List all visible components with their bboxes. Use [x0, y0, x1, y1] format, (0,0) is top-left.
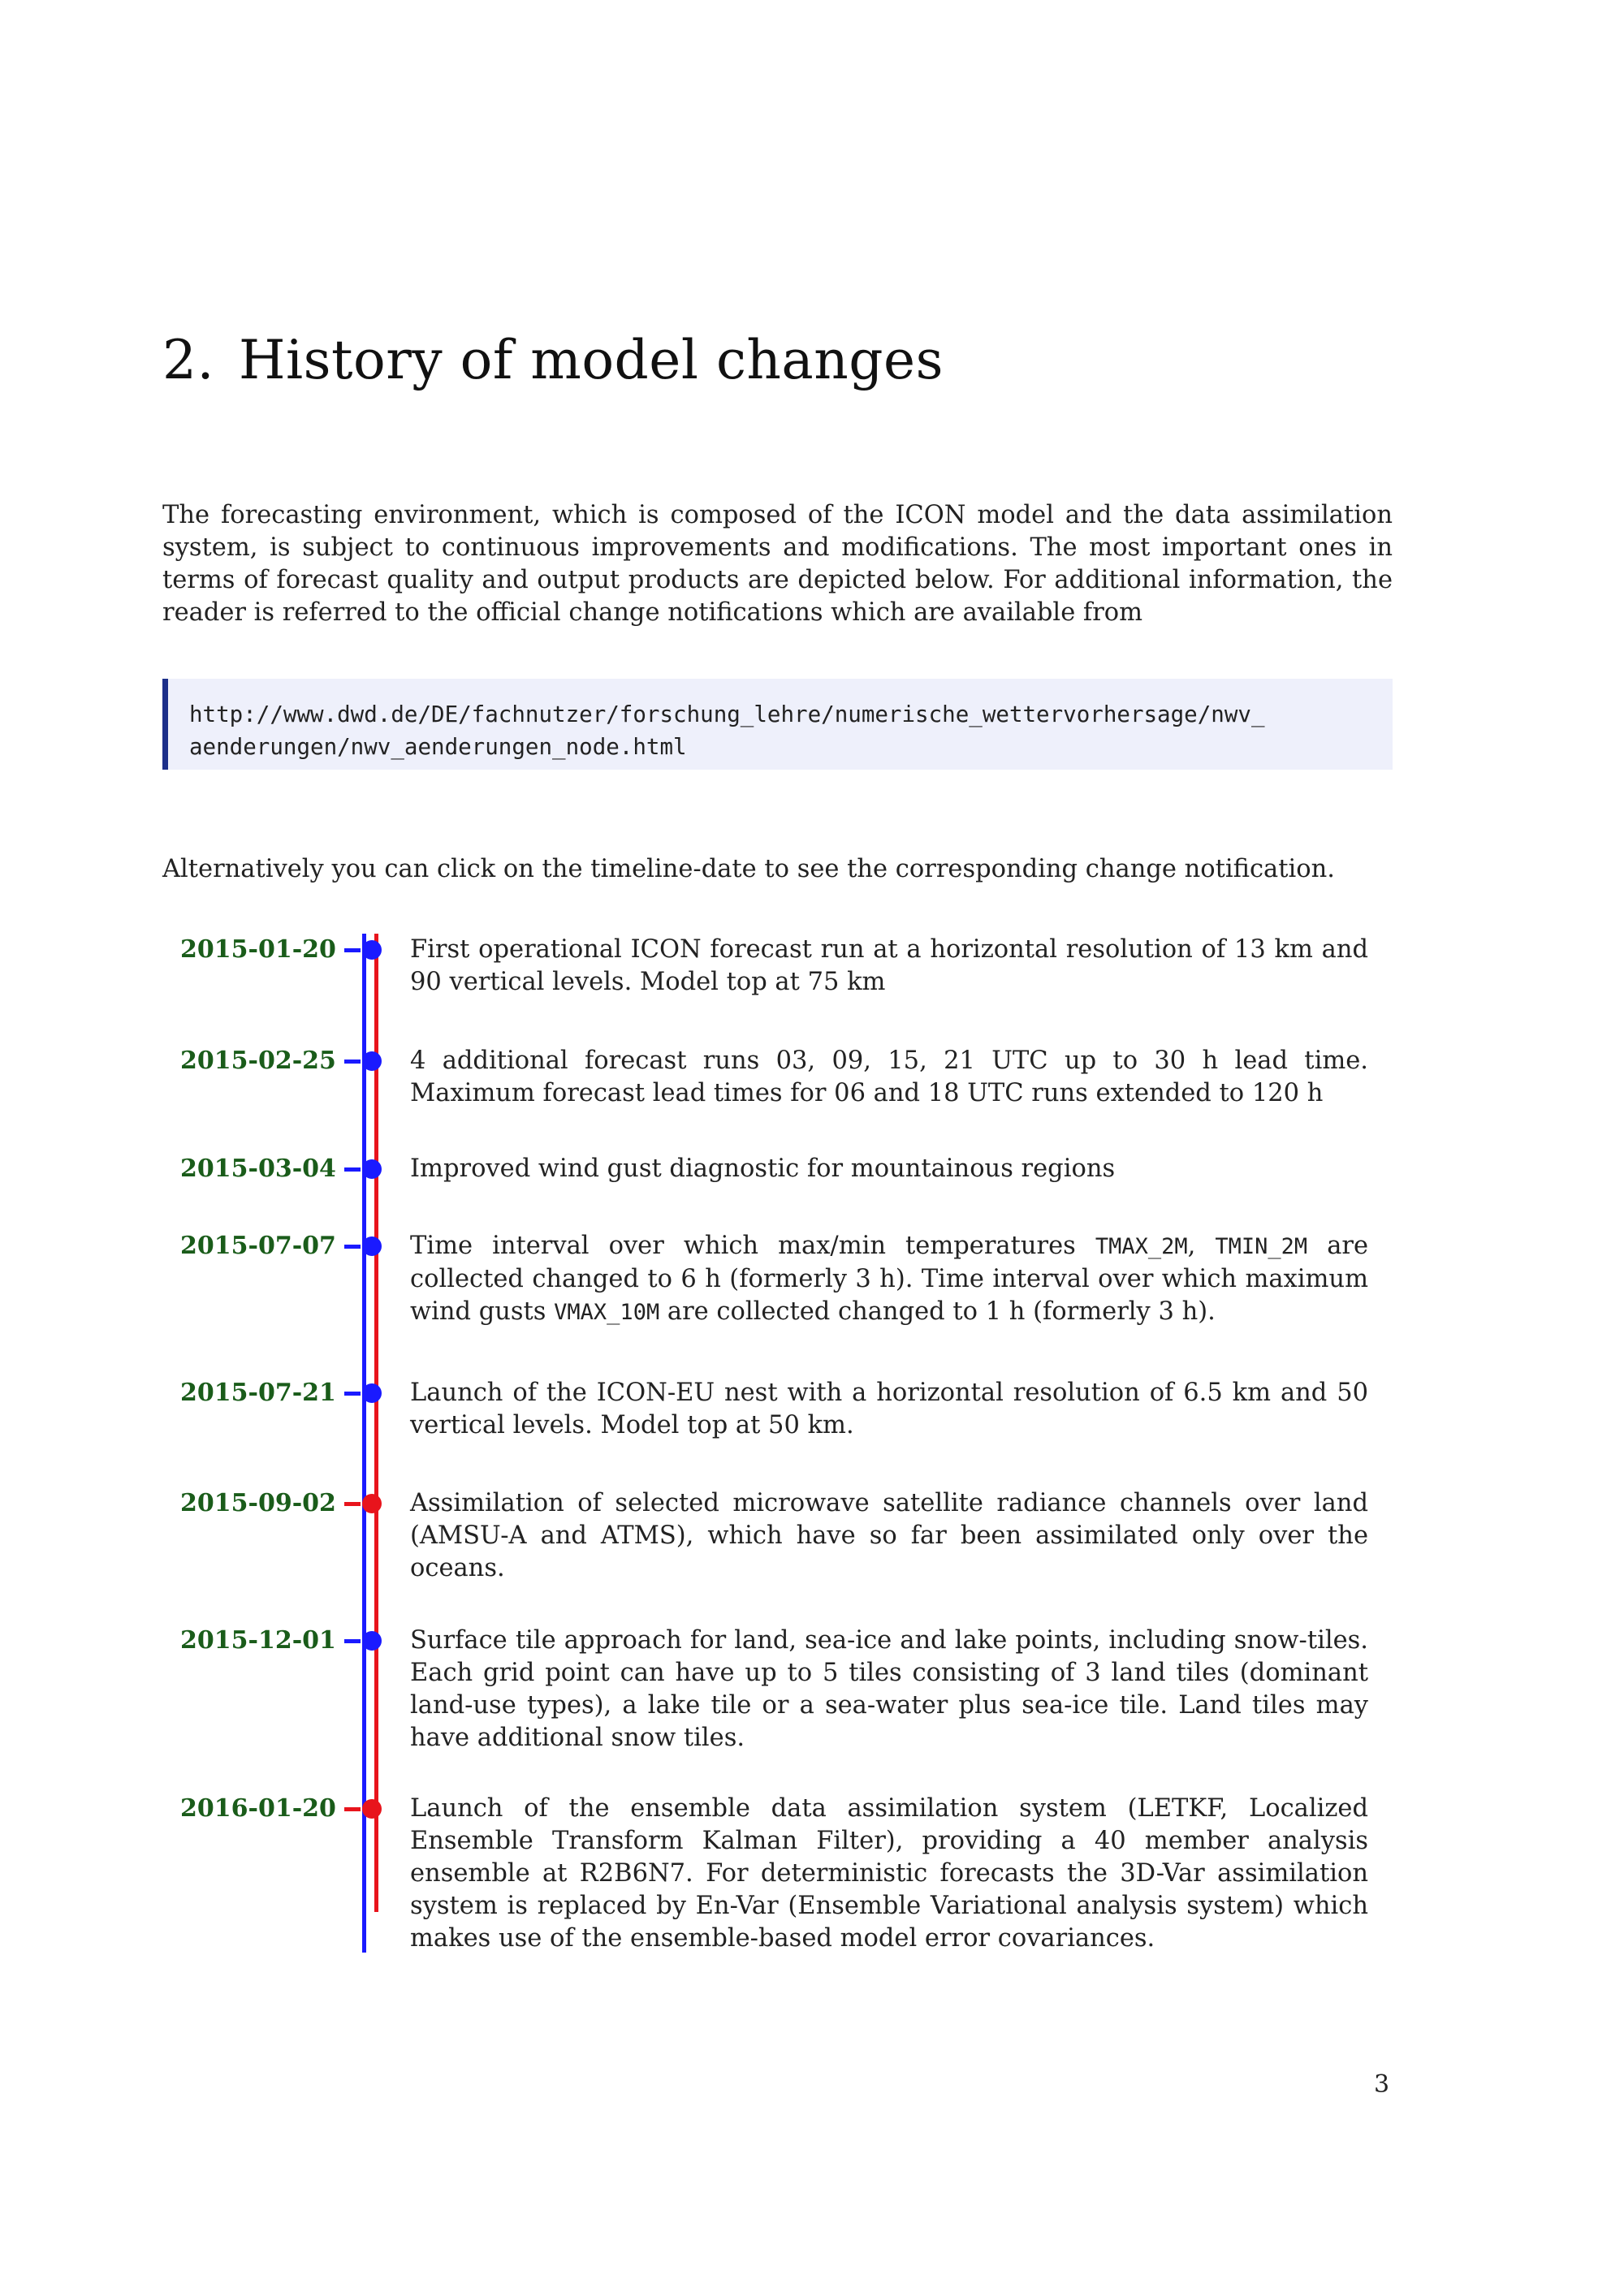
- url-line-1: http://www.dwd.de/DE/fachnutzer/forschung_lehre/numerische_wettervorhersage/nwv_: [189, 701, 1265, 727]
- timeline-marker-dot: [362, 1631, 382, 1651]
- alternative-note: Alternatively you can click on the timeline-date to see the corresponding change notification.: [162, 855, 1335, 883]
- timeline-description: [410, 1793, 1368, 1955]
- timeline-date-link[interactable]: 2015-07-21: [180, 1379, 336, 1407]
- chapter-number: 2.: [162, 329, 214, 391]
- chapter-title-text: History of model changes: [238, 329, 944, 391]
- timeline-tick: [344, 1392, 361, 1396]
- description-text: Launch of the ensemble data assimilation system (LETKF, Localized Ensemble Transform Kalman Filter), providing a 40 member analysis ensemble at R2B6N7. For deterministic forecasts the 3D-Var assimilation system is replaced by En-Var (Ensemble Variational analysis system) which makes use of the ensemble-based model error covariances.: [410, 1794, 1368, 1953]
- description-text: ,: [1187, 1232, 1216, 1260]
- timeline-marker-dot: [362, 1494, 382, 1513]
- timeline-line-red: [374, 934, 378, 1912]
- timeline-description: [410, 1153, 1368, 1185]
- timeline-description: [410, 1625, 1368, 1754]
- description-text: Improved wind gust diagnostic for mountainous regions: [410, 1154, 1116, 1183]
- timeline-tick: [344, 1167, 361, 1172]
- description-text: Launch of the ICON-EU nest with a horizontal resolution of 6.5 km and 50 vertical levels. Model top at 50 km.: [410, 1379, 1368, 1439]
- timeline-description: [410, 1230, 1368, 1329]
- variable-name: TMIN_2M: [1215, 1234, 1308, 1259]
- timeline-tick: [344, 1060, 361, 1064]
- timeline-description: [410, 1377, 1368, 1442]
- intro-paragraph: The forecasting environment, which is composed of the ICON model and the data assimilation system, is subject to continuous improvements and modifications. The most important ones in terms of forecast quality and output products are depicted below. For additional information, the reader is referred to the official change notifications which are available from: [162, 501, 1393, 627]
- variable-name: VMAX_10M: [554, 1300, 660, 1325]
- chapter-title: [162, 329, 944, 391]
- description-text: First operational ICON forecast run at a horizontal resolution of 13 km and 90 vertical levels. Model top at 75 km: [410, 935, 1368, 996]
- timeline-tick: [344, 948, 361, 952]
- timeline-date-link[interactable]: 2015-07-07: [180, 1232, 336, 1260]
- timeline-tick: [344, 1639, 361, 1643]
- timeline-line-blue: [362, 934, 366, 1953]
- timeline-date-link[interactable]: 2015-02-25: [180, 1047, 336, 1075]
- timeline-marker-dot: [362, 1051, 382, 1071]
- description-text: Surface tile approach for land, sea-ice and lake points, including snow-tiles. Each grid point can have up to 5 tiles consisting of 3 land tiles (dominant land-use types), a lake tile or a sea-water plus sea-ice tile. Land tiles may have additional snow tiles.: [410, 1626, 1368, 1752]
- timeline-tick: [344, 1245, 361, 1249]
- timeline-date-link[interactable]: 2015-03-04: [180, 1154, 336, 1183]
- description-text: Time interval over which max/min temperatures: [410, 1232, 1095, 1260]
- url-box: [162, 679, 1393, 770]
- timeline-date-link[interactable]: 2015-12-01: [180, 1626, 336, 1655]
- variable-name: TMAX_2M: [1095, 1234, 1188, 1259]
- timeline-marker-dot: [362, 1799, 382, 1819]
- timeline-date-link[interactable]: 2016-01-20: [180, 1794, 336, 1823]
- timeline-tick: [344, 1807, 361, 1811]
- timeline-marker-dot: [362, 1236, 382, 1256]
- timeline-description: [410, 1487, 1368, 1585]
- description-text: Assimilation of selected microwave satellite radiance channels over land (AMSU-A and ATMS), which have so far been assimilated only over the oceans.: [410, 1489, 1368, 1582]
- timeline-description: [410, 934, 1368, 999]
- description-text: are collected changed to 6 h (formerly 3 h). Time interval over which maximum wind gusts: [410, 1232, 1369, 1326]
- description-text: are collected changed to 1 h (formerly 3 h).: [659, 1297, 1216, 1326]
- timeline-marker-dot: [362, 940, 382, 960]
- timeline-description: [410, 1045, 1368, 1110]
- description-text: 4 additional forecast runs 03, 09, 15, 21 UTC up to 30 h lead time. Maximum forecast lead times for 06 and 18 UTC runs extended to 120 h: [410, 1047, 1368, 1107]
- page-number: 3: [1374, 2070, 1390, 2099]
- timeline-marker-dot: [362, 1159, 382, 1179]
- change-notification-url[interactable]: [189, 698, 1371, 763]
- timeline-date-link[interactable]: 2015-01-20: [180, 935, 336, 964]
- timeline-marker-dot: [362, 1383, 382, 1403]
- timeline-tick: [344, 1502, 361, 1506]
- timeline-date-link[interactable]: 2015-09-02: [180, 1489, 336, 1517]
- url-line-2: aenderungen/nwv_aenderungen_node.html: [189, 734, 687, 760]
